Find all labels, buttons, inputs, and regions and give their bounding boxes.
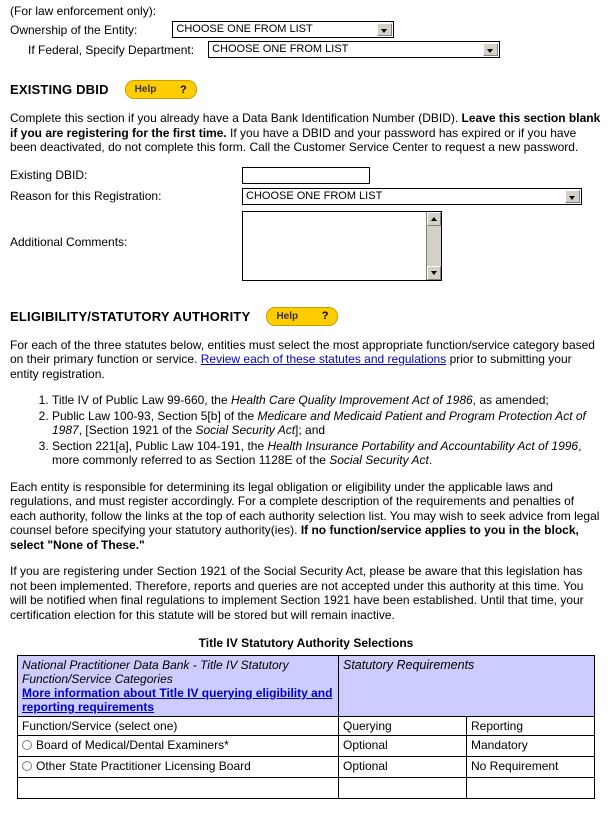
statute-2-post2: ]; and [295,423,326,437]
statute-3-post: , more commonly referred to as Section 1128E of the [52,438,582,467]
existing-dbid-input[interactable] [242,167,370,184]
additional-comments-label: Additional Comments: [10,234,128,249]
row-querying-cell: Optional [339,757,467,778]
table-header-requirements: Statutory Requirements [339,656,595,717]
existing-dbid-label: Existing DBID: [10,168,88,182]
scroll-down-icon[interactable] [427,266,441,280]
review-statutes-link[interactable]: Review each of these statutes and regulations [200,352,447,366]
row-label-cell[interactable] [18,778,339,799]
table-header-row [18,656,595,717]
question-mark-icon: ? [179,83,187,96]
ownership-entity-value: CHOOSE ONE FROM LIST [176,23,313,35]
help-button-eligibility[interactable] [266,307,338,326]
table-title: Title IV Statutory Authority Selections [198,636,414,650]
dbid-desc-part1: Complete this section if you already have a Data Bank Identification Number (DBID). [10,111,462,125]
statutes-list [10,393,602,468]
eligibility-intro-part1: For each of the three statutes below, entities must select the most appropriate function/service category based on their primary function or service. [10,337,595,366]
row-reporting-cell: No Requirement [467,757,595,778]
textarea-scrollbar[interactable] [426,212,441,280]
statute-2-ital2: Social Security Act [195,423,296,437]
reason-registration-select[interactable] [242,188,582,205]
statute-2-ital: Medicare and Medicaid Patient and Program Protection Act of 1987 [52,408,586,437]
existing-dbid-title: EXISTING DBID [10,82,109,97]
federal-department-select[interactable] [208,41,500,58]
reason-registration-label: Reason for this Registration: [10,189,162,203]
row-reporting-cell [467,778,595,799]
statute-3-pre: Section 221[a], Public Law 104-191, the [52,438,268,453]
responsibility-bold: If no function/service applies to you in the block, select "None of These." [10,523,579,552]
table-subheader-row [18,717,595,736]
table-header-categories-text: National Practitioner Data Bank - Title IV Statutory Function/Service Categories [22,658,289,686]
statute-1-pre: Title IV of Public Law 99-660, the [52,393,231,407]
radio-button-icon[interactable] [22,761,32,771]
title-iv-selection-table [17,655,595,799]
row-reporting-cell: Mandatory [467,736,595,757]
subheader-reporting: Reporting [467,717,595,736]
row-label-cell[interactable] [18,757,339,778]
list-item [52,393,602,408]
chevron-down-icon[interactable] [565,190,580,203]
chevron-down-icon[interactable] [483,43,498,56]
statute-3-post2: . [428,453,433,467]
statute-2-pre: Public Law 100-93, Section 5[b] of the [52,408,258,423]
responsibility-part1: Each entity is responsible for determining its legal obligation or eligibility under the applicable laws and regulations, and must register accordingly. For a complete description of the requirements and penalties of each authority, follow the links at the top of each authority selection list. You may wish to seek advice from legal counsel before specifying your statutory authority(ies). [10,479,600,537]
subheader-function-service: Function/Service (select one) [18,717,339,736]
row-label-text: Board of Medical/Dental Examiners* [36,738,229,752]
additional-comments-row [10,211,602,281]
scroll-up-icon[interactable] [427,212,441,226]
help-button-label: Help [276,310,299,322]
ownership-entity-select[interactable] [172,21,394,38]
question-mark-icon: ? [321,310,329,322]
row-label-text: Other State Practitioner Licensing Board [36,759,251,773]
federal-department-row [10,41,602,58]
list-item [52,409,602,438]
eligibility-header [10,307,602,326]
statute-1-ital: Health Care Quality Improvement Act of 1986 [231,393,473,407]
statute-3-ital: Health Insurance Portability and Accountability Act of 1996 [267,438,579,453]
existing-dbid-row [10,167,602,184]
table-row[interactable] [18,778,595,799]
dbid-desc-bold: Leave this section blank if you are registering for the first time. [10,111,601,140]
row-label-cell[interactable] [18,736,339,757]
table-row[interactable] [18,736,595,757]
dbid-desc-part2: If you have a DBID and your password has expired or if you have been deactivated, do not complete this form. Call the Customer Service Center to request a new password. [10,125,579,154]
existing-dbid-header [10,80,602,99]
help-button-existing-dbid[interactable] [125,80,197,99]
list-item [52,439,602,468]
existing-dbid-description [10,111,602,155]
help-button-label: Help [134,84,157,95]
statute-3-ital2: Social Security Act [329,453,429,467]
table-header-categories [18,656,339,717]
federal-department-label: If Federal, Specify Department: [28,42,195,57]
table-row[interactable] [18,757,595,778]
ownership-entity-row [10,21,602,38]
title-iv-more-info-link[interactable]: More information about Title IV querying eligibility and reporting requirements [22,686,333,714]
reason-registration-value: CHOOSE ONE FROM LIST [246,189,383,202]
statute-2-post: , [Section 1921 of the [78,423,196,437]
chevron-down-icon[interactable] [377,23,392,36]
federal-department-value: CHOOSE ONE FROM LIST [212,43,349,55]
section-1921-paragraph: If you are registering under Section 1921 of the Social Security Act, please be aware that this legislation has not been implemented. Therefore, reports and queries are not accepted under this authority at this time. You will be notified when final regulations to implement Section 1921 have been established. Until that time, your certification election for this statute will be stored but will remain inactive. [10,564,584,622]
radio-button-icon[interactable] [22,740,32,750]
eligibility-responsibility-paragraph [10,480,602,553]
additional-comments-textarea[interactable] [242,211,442,281]
eligibility-intro-part2: prior to submitting your entity registration. [10,352,572,381]
row-querying-cell: Optional [339,736,467,757]
subheader-querying: Querying [339,717,467,736]
eligibility-intro [10,338,602,382]
ownership-entity-label: Ownership of the Entity: [10,22,138,37]
eligibility-title: ELIGIBILITY/STATUTORY AUTHORITY [10,308,251,324]
statute-1-post: , as amended; [472,393,549,407]
row-querying-cell [339,778,467,799]
law-enforcement-note: (For law enforcement only): [10,4,157,18]
reason-registration-row [10,188,602,205]
